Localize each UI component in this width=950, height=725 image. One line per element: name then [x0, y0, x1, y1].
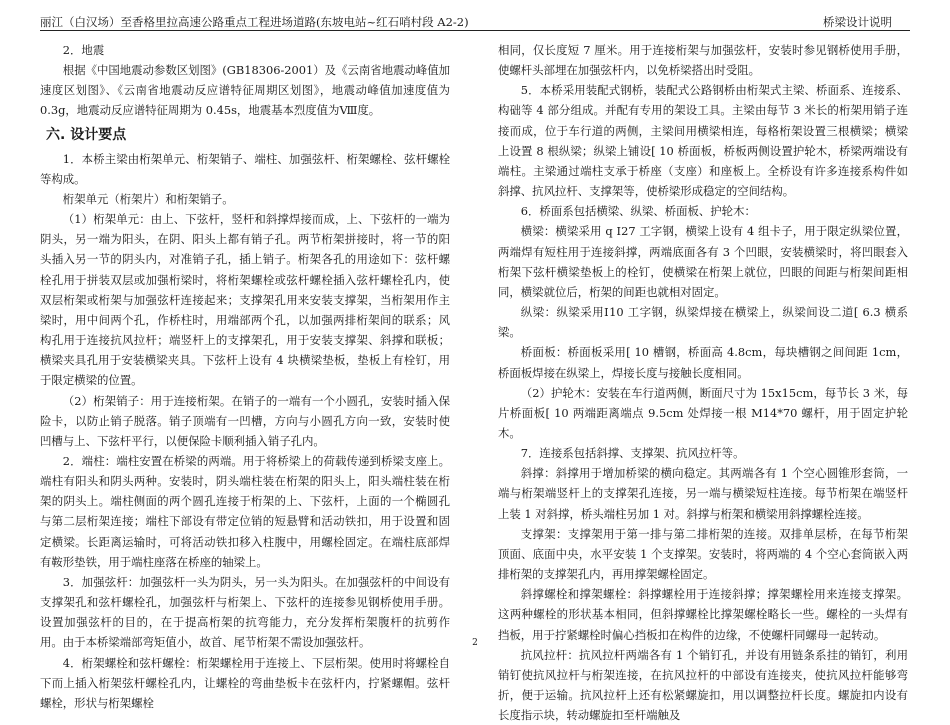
paragraph-truss-pin: （2）桁架销子：用于连接桁架。在销子的一端有一个小圆孔，安装时插入保险卡，以防止销子脱落。销子顶端有一凹槽，方向与小圆孔方向一致，安装时使凹槽与上、下弦杆平行，以便保险卡顺利插入销子孔内。: [40, 393, 450, 448]
paragraph-deck-system: 6．桥面系包括横梁、纵梁、桥面板、护轮木：: [520, 204, 756, 219]
paragraph-deck-plate: 桥面板：桥面板采用[ 10 槽钢，桥面高 4.8cm，每块槽钢之间间距 1cm，桥面板焊接在纵梁上，焊接长度与接触长度相同。: [498, 345, 908, 380]
paragraph-truss-unit-intro: 桁架单元（桁架片）和桁架销子。: [62, 191, 234, 206]
paragraph-reinforcing-chord: 3．加强弦杆：加强弦杆一头为阴头，另一头为阳头。在加强弦杆的中间设有支撑架孔和弦杆螺栓孔，加强弦杆与桁架上、下弦杆的连接参见钢桥使用手册。设置加强弦杆的目的，在于提高桁架的抗弯能力，充分发挥桁架腹杆的抗剪作用。由于本桥梁端部弯矩值小，故首、尾节桁架不需设加强弦杆。: [40, 574, 450, 650]
paragraph-main-girder: 1．本桥主梁由桁架单元、桁架销子、端柱、加强弦杆、桁架螺栓、弦杆螺栓等构成。: [40, 151, 450, 186]
paragraph-stringer: 纵梁：纵梁采用Ⅰ10 工字钢，纵梁焊接在横梁上，纵梁间设二道[ 6.3 横系梁。: [498, 305, 908, 340]
paragraph-cross-beam: 横梁：横梁采用 q Ⅰ27 工字钢，横梁上设有 4 组卡子，用于限定纵梁位置，两端焊有短柱用于连接斜撑，两端底面各有 3 个凹眼，安装横梁时，将凹眼套入桁架下弦杆横梁垫板上的栓钉，使横梁在桁架上就位，凹眼的间距与桁架间距相同，横梁就位后，桁架的间距也就相对固定。: [498, 224, 908, 299]
paragraph-assembled-bridge: 5．本桥采用装配式钢桥，装配式公路钢桥由桁架式主梁、桥面系、连接系、构础等 4 部分组成。并配有专用的架设工具。主梁由每节 3 米长的桁架用销子连接而成，位于车行道的两侧，主梁间用横梁相连，每格桁架设置三根横梁；横梁上设置 8 根纵梁；纵梁上铺设[ 10 桥面板，桥板两侧设置护轮木，桥梁两端设有端柱。主梁通过端柱支承于桥座（支座）和座板上。全桥设有许多连接系构件如斜撑、抗风拉杆、支撑架等，使桥梁形成稳定的空间结构。: [498, 83, 908, 199]
paragraph-end-post: 2．端柱：端柱安置在桥梁的两端。用于将桥梁上的荷载传递到桥梁支座上。端柱有阳头和阴头两种。安装时，阴头端柱装在桁架的阳头上，阳头端柱装在桁架的阴头上。端柱侧面的两个圆孔连接于桁架的上、下弦杆，上面的一个椭圆孔与第二层桁架连接；端柱下部设有带定位销的短悬臂和活动铁扣，用于设置和固定横梁。长距离运输时，可将活动铁扣移入柱腹中，用螺栓固定。在端柱底部焊有鞍形垫铁，用于端柱座落在桥座的轴梁上。: [40, 453, 450, 569]
right-column: [498, 40, 908, 725]
section-heading-design-points: 六. 设计要点: [46, 126, 127, 143]
header-rule: [40, 30, 910, 31]
paragraph-bracing-system: 7．连接系包括斜撑、支撑架、抗风拉杆等。: [520, 446, 745, 461]
paragraph-support-frame: 支撑架：支撑架用于第一排与第二排桁架的连接。双排单层桥，在每节桁架顶面、底面中央，水平安装 1 个支撑架。安装时，将两端的 4 个空心套筒嵌入两排桁架的支撑架孔内，再用撑架螺栓固定。: [498, 526, 908, 582]
paragraph-brace-bolts: 斜撑螺栓和撑架螺栓：斜撑螺栓用于连接斜撑；撑架螺栓用来连接支撑架。这两种螺栓的形状基本相同，但斜撑螺栓比撑架螺栓略长一些。螺栓的一头焊有挡板，用于拧紧螺栓时偏心挡板扣在构件的边缘，不使螺杆同螺母一起转动。: [498, 587, 908, 642]
paragraph-bolts: 4．桁架螺栓和弦杆螺栓：桁架螺栓用于连接上、下层桁架。使用时将螺栓自下而上插入桁架弦杆螺栓孔内，让螺栓的弯曲垫板卡在弦杆内，拧紧螺帽。弦杆螺栓，形状与桁架螺栓: [40, 655, 450, 710]
paragraph-wind-tie-rod: 抗风拉杆：抗风拉杆两端各有 1 个销钉孔，并设有用链条系挂的销钉，利用销钉使抗风拉杆与桁架连接，在抗风拉杆的中部设有连接夹，使抗风拉杆能够弯折，便于运输。抗风拉杆上还有松紧螺旋扣，用以调整拉杆长度。螺旋扣内设有长度指示块，转动螺旋扣至杆端触及: [498, 647, 908, 723]
paragraph-truss-unit: （1）桁架单元：由上、下弦杆，竖杆和斜撑焊接而成，上、下弦杆的一端为阴头，另一端为阳头，在阴、阳头上都有销子孔。两节桁架拼接时，将一节的阳头插入另一节的阴头内，对准销子孔，插上销子。桁架各孔的用途如下：弦杆螺栓孔用于拼装双层或加强桁梁时，将桁架螺栓或弦杆螺栓插入弦杆螺栓孔内，使双层桁架或桁架与加强弦杆连接起来；支撑架孔用来安装支撑架，当桁架用作主梁时，用中间两个孔，作桥柱时，用端部两个孔，以加强两排桁架间的联系；风构孔用于连接抗风拉杆；端竖杆上的支撑架孔，用于安装支撑架、斜撑和联板；横梁夹具孔用于安装横梁夹具。下弦杆上设有 4 块横梁垫板，垫板上有栓钉，用于限定横梁的位置。: [40, 212, 450, 388]
paragraph-bolts-continued: 相同，仅长度短 7 厘米。用于连接桁架与加强弦杆，安装时参见钢桥使用手册，使螺杆头部埋在加强弦杆内，以免桥梁搭出时受阻。: [498, 43, 908, 78]
left-column: [40, 40, 450, 713]
header-title: 丽江（白汉场）至香格里拉高速公路重点工程进场道路(东坡电站~红石哨村段 A2-2): [40, 15, 469, 29]
subheading-earthquake: 2．地震: [62, 43, 105, 57]
header-section-label: 桥梁设计说明: [823, 15, 892, 29]
page-number: 2: [472, 638, 478, 648]
paragraph-earthquake: 根据《中国地震动参数区划图》(GB18306-2001）及《云南省地震动峰值加速度区划图》、《云南省地震动反应谱特征周期区划图》，地震动峰值加速度值为 0.3g，地震动反应谱特征周期为 0.45s，地震基本烈度值为Ⅷ度。: [40, 63, 450, 118]
paragraph-diagonal-brace: 斜撑：斜撑用于增加桥梁的横向稳定。其两端各有 1 个空心圆锥形套筒，一端与桁架端竖杆上的支撑架孔连接，另一端与横梁短柱连接。每节桁架在端竖杆上装 1 对斜撑，桥头端柱另加 1 对。斜撑与桁架和横梁用斜撑螺栓连接。: [498, 466, 908, 521]
paragraph-guard-timber: （2）护轮木：安装在车行道两侧，断面尺寸为 15x15cm，每节长 3 米，每片桥面板[ 10 两端距离端点 9.5cm 处焊接一根 M14*70 螺杆，用于固定护轮木。: [498, 385, 908, 440]
